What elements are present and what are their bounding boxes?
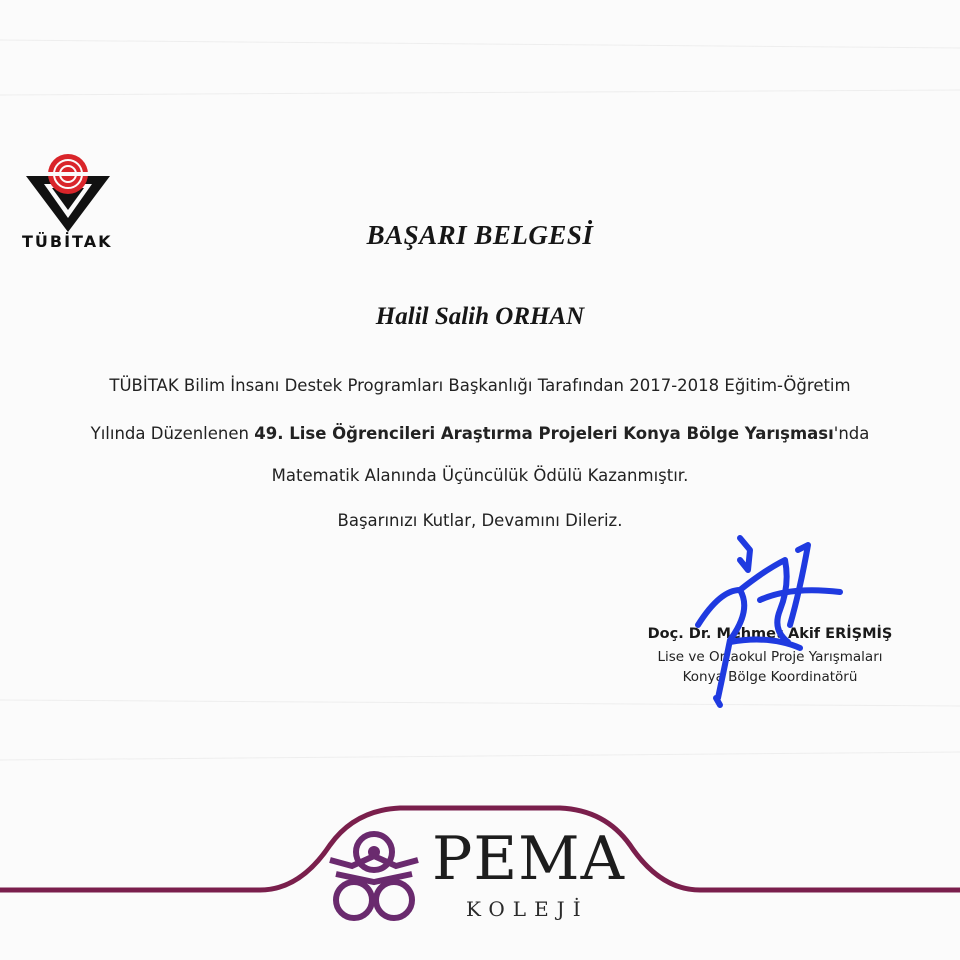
tubitak-wordmark: TÜBİTAK [22, 232, 113, 251]
body-line-2-start: Yılında Düzenlenen [90, 424, 255, 443]
signatory-name: Doç. Dr. Mehmet Akif ERİŞMİŞ [647, 626, 893, 642]
signatory-role-line-2: Konya Bölge Koordinatörü [682, 669, 858, 685]
handwritten-signature [680, 530, 860, 715]
pema-subtitle: KOLEJİ [466, 897, 589, 921]
certificate-title: BAŞARI BELGESİ [366, 220, 594, 250]
tubitak-emblem-icon [22, 152, 114, 236]
pema-emblem-icon [322, 826, 426, 930]
pema-brand-name: PEMA [432, 824, 625, 894]
body-line-3: Matematik Alanında Üçüncülük Ödülü Kazanmıştır. [271, 466, 689, 485]
body-line-4: Başarınızı Kutlar, Devamını Dileriz. [337, 511, 623, 530]
body-line-1: TÜBİTAK Bilim İnsanı Destek Programları Başkanlığı Tarafından 2017-2018 Eğitim-Öğretim [109, 376, 851, 395]
body-line-2-end: 'nda [833, 424, 870, 443]
signatory-role-line-1: Lise ve Ortaokul Proje Yarışmaları [657, 649, 883, 665]
recipient-name: Halil Salih ORHAN [375, 303, 585, 330]
tubitak-logo [22, 152, 114, 262]
body-line-2 [0, 424, 960, 443]
competition-name: 49. Lise Öğrencileri Araştırma Projeleri Konya Bölge Yarışması [254, 424, 834, 443]
